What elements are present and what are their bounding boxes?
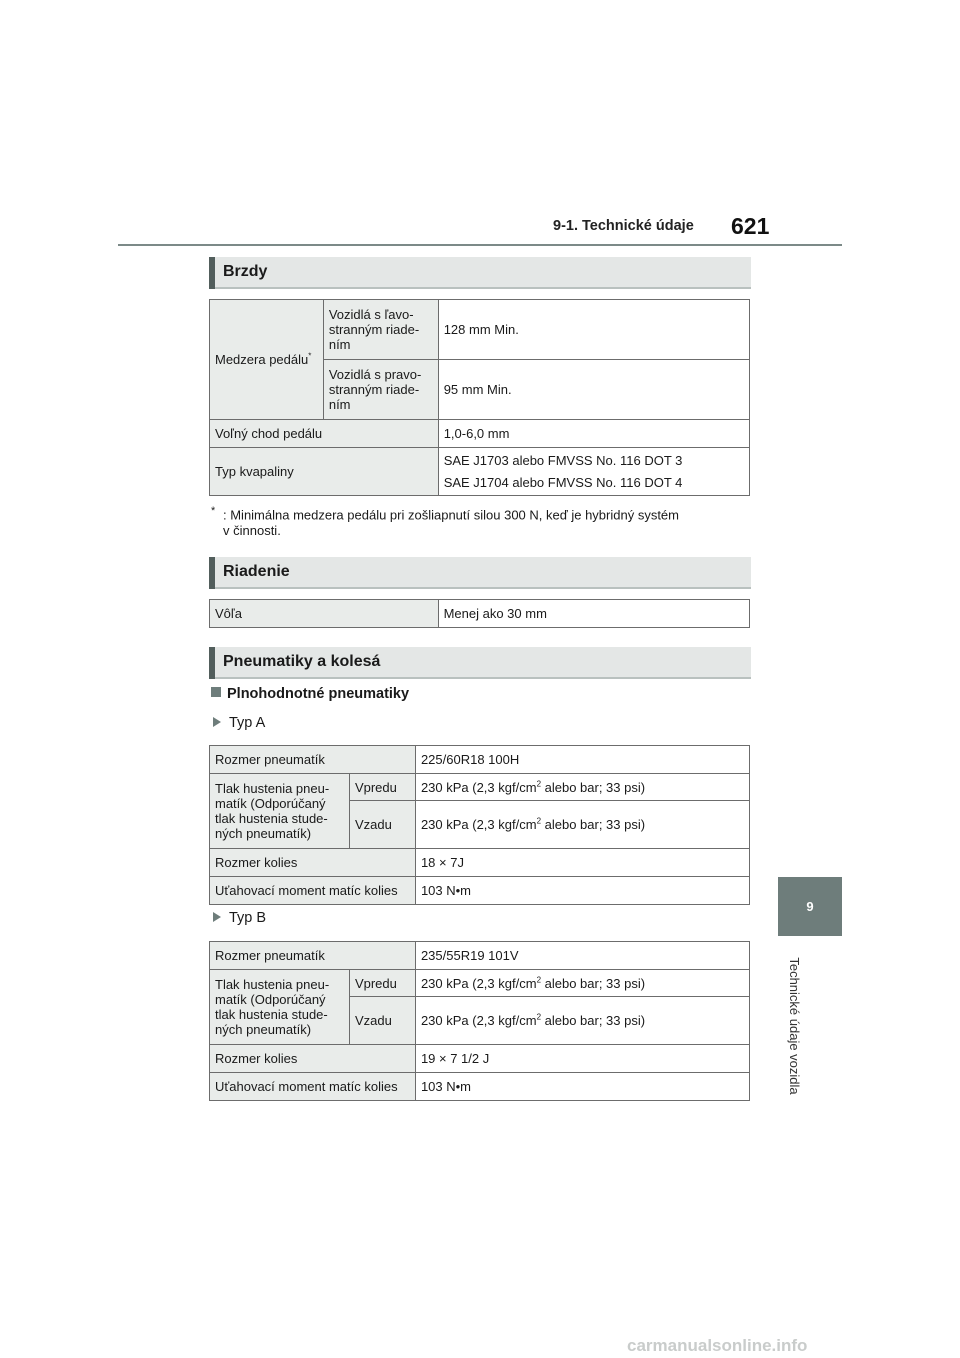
wheel-size-label: Rozmer kolies — [210, 1045, 416, 1073]
wheel-size-value: 18 × 7J — [415, 849, 749, 877]
rear-value — [415, 997, 749, 1045]
subheading — [211, 686, 409, 702]
type-b-heading — [213, 910, 266, 926]
type-a-label: Typ A — [229, 715, 266, 731]
table-row — [210, 970, 750, 997]
chapter-tab-number: 9 — [806, 899, 814, 914]
front-value — [415, 774, 749, 801]
wheel-size-value: 19 × 7 1/2 J — [415, 1045, 749, 1073]
front-value-text-end: alebo bar; 33 psi) — [541, 779, 646, 795]
free-play-label: Voľný chod pedálu — [210, 420, 439, 448]
rear-label: Vzadu — [349, 997, 415, 1045]
front-label: Vpredu — [349, 970, 415, 997]
front-value-exponent: 2 — [536, 975, 542, 985]
type-b-label: Typ B — [229, 910, 267, 926]
section-title-brzdy: Brzdy — [223, 263, 268, 280]
footnote-marker: * — [211, 505, 216, 517]
front-value-text: 230 kPa (2,3 kgf/cm — [420, 779, 537, 795]
tire-size-value: 225/60R18 100H — [415, 746, 749, 774]
watermark: carmanualsonline.info — [627, 1336, 808, 1355]
rhd-label: Vozidlá s pravo-stranným riade-ním — [323, 360, 438, 420]
fluid-value-2: SAE J1704 alebo FMVSS No. 116 DOT 4 — [443, 475, 683, 490]
rear-label: Vzadu — [349, 801, 415, 849]
play-label: Vôľa — [210, 600, 439, 628]
section-header-brzdy — [209, 257, 751, 289]
footnote — [211, 503, 751, 539]
tire-table-type-a — [209, 745, 750, 905]
footnote-marker: * — [308, 351, 312, 361]
play-value: Menej ako 30 mm — [438, 600, 749, 628]
free-play-value: 1,0-6,0 mm — [438, 420, 749, 448]
table-row — [210, 448, 750, 496]
section-title: 9-1. Technické údaje — [553, 218, 694, 234]
fluid-value-1: SAE J1703 alebo FMVSS No. 116 DOT 3 — [443, 453, 683, 468]
rear-value-exponent: 2 — [536, 816, 542, 826]
rhd-value: 95 mm Min. — [438, 360, 749, 420]
front-value-exponent: 2 — [536, 779, 542, 789]
front-label: Vpredu — [349, 774, 415, 801]
tire-size-label: Rozmer pneumatík — [210, 942, 416, 970]
type-a-heading — [213, 715, 265, 731]
pressure-label: Tlak hustenia pneu-matík (Odporúčaný tlak hustenia stude-ných pneumatík) — [210, 970, 350, 1045]
torque-label: Uťahovací moment matíc kolies — [210, 1073, 416, 1101]
footnote-line-1: : Minimálna medzera pedálu pri zošliapnutí silou 300 N, keď je hybridný systém — [223, 507, 679, 523]
rear-value-exponent: 2 — [536, 1012, 542, 1022]
table-row — [210, 942, 750, 970]
footnote-line-2: v činnosti. — [223, 523, 281, 539]
pressure-label: Tlak hustenia pneu-matík (Odporúčaný tlak hustenia stude-ných pneumatík) — [210, 774, 350, 849]
torque-value: 103 N•m — [415, 877, 749, 905]
tire-size-value: 235/55R19 101V — [415, 942, 749, 970]
table-row — [210, 1073, 750, 1101]
table-row — [210, 300, 750, 360]
square-bullet-icon — [211, 687, 221, 697]
section-bar — [209, 647, 215, 679]
rear-value-text-end: alebo bar; 33 psi) — [541, 817, 646, 832]
chapter-side-label: Technické údaje vozidla — [787, 957, 802, 1095]
triangle-bullet-icon — [213, 912, 221, 922]
torque-value: 103 N•m — [415, 1073, 749, 1101]
tire-table-type-b — [209, 941, 750, 1101]
front-value — [415, 970, 749, 997]
section-bar — [209, 557, 215, 589]
pedal-gap-label: Medzera pedálu — [215, 352, 309, 367]
pedal-gap-label-cell — [210, 300, 324, 420]
rear-value — [415, 801, 749, 849]
section-header-riadenie — [209, 557, 751, 589]
rear-value-text: 230 kPa (2,3 kgf/cm — [420, 1013, 537, 1028]
front-value-text: 230 kPa (2,3 kgf/cm — [420, 975, 537, 991]
header-divider — [118, 244, 842, 246]
fluid-label: Typ kvapaliny — [210, 448, 439, 496]
table-row — [210, 420, 750, 448]
subheading-text: Plnohodnotné pneumatiky — [227, 686, 410, 702]
wheel-size-label: Rozmer kolies — [210, 849, 416, 877]
table-row — [210, 746, 750, 774]
torque-label: Uťahovací moment matíc kolies — [210, 877, 416, 905]
table-row — [210, 849, 750, 877]
table-row — [210, 1045, 750, 1073]
section-bar — [209, 257, 215, 289]
front-value-text-end: alebo bar; 33 psi) — [541, 975, 646, 991]
section-title-pneumatiky: Pneumatiky a kolesá — [223, 653, 381, 670]
fluid-value-cell — [438, 448, 749, 496]
table-row — [210, 600, 750, 628]
rear-value-text: 230 kPa (2,3 kgf/cm — [420, 817, 537, 832]
lhd-value: 128 mm Min. — [438, 300, 749, 360]
lhd-label: Vozidlá s ľavo-stranným riade-ním — [323, 300, 438, 360]
rear-value-text-end: alebo bar; 33 psi) — [541, 1013, 646, 1028]
triangle-bullet-icon — [213, 717, 221, 727]
section-title-riadenie: Riadenie — [223, 563, 290, 580]
brakes-table — [209, 299, 750, 496]
steering-table — [209, 599, 750, 628]
section-header-pneumatiky — [209, 647, 751, 679]
table-row — [210, 774, 750, 801]
table-row — [210, 877, 750, 905]
tire-size-label: Rozmer pneumatík — [210, 746, 416, 774]
page-number: 621 — [731, 213, 770, 239]
